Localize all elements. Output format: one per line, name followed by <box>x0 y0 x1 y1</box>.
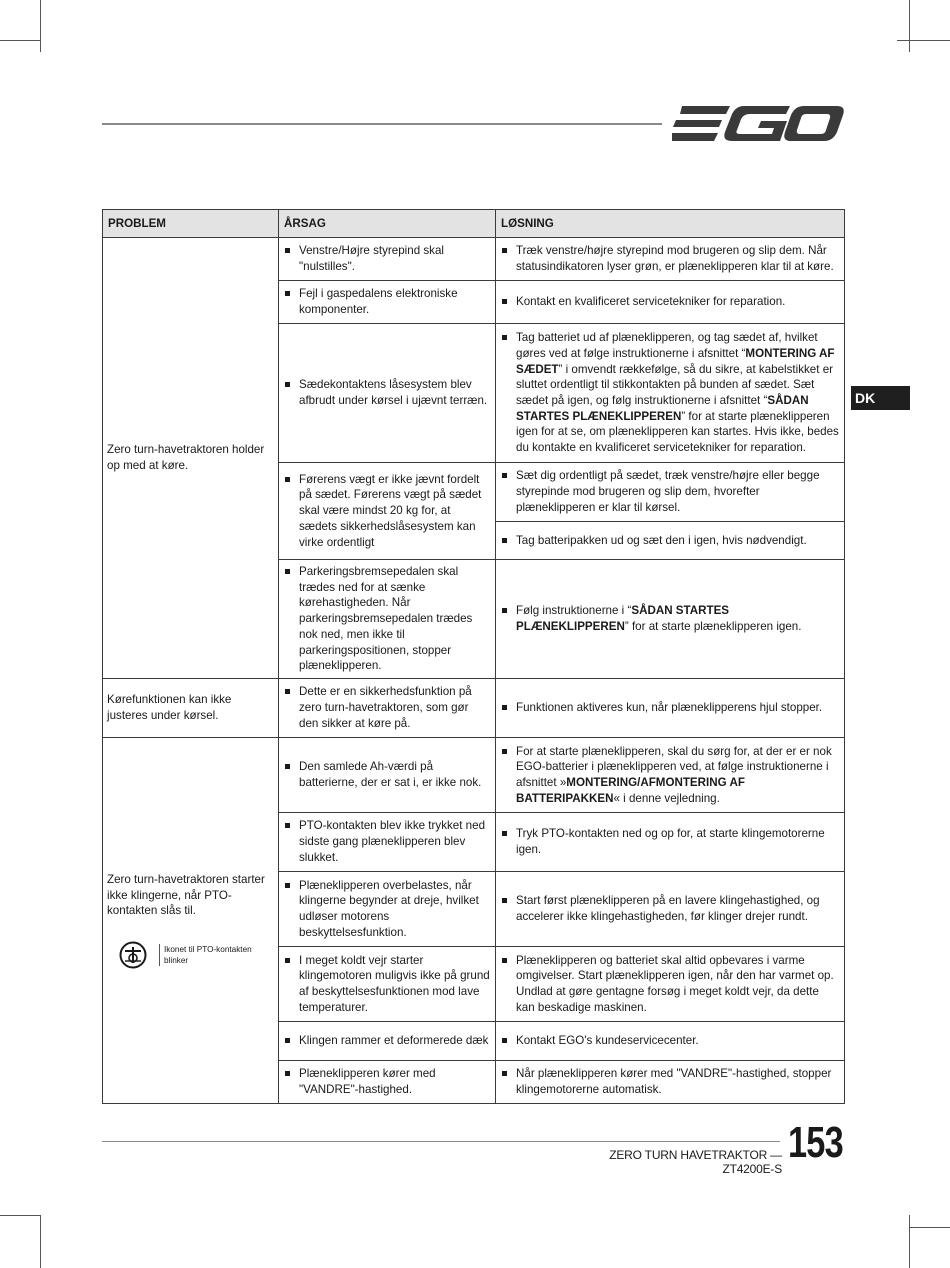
troubleshooting-table <box>102 209 845 1104</box>
cause-cell <box>279 871 496 946</box>
solution-item: Kontakt en kvalificeret servicetekniker for reparation. <box>502 294 840 310</box>
solution-text: « i denne vejledning. <box>613 791 720 805</box>
column-header-solution: LØSNING <box>496 210 845 238</box>
cause-cell <box>279 238 496 281</box>
solution-item: Tryk PTO-kontakten ned og op for, at starte klingemotorerne igen. <box>502 826 840 857</box>
solution-text: Tag batteriet ud af plæneklipperen, og tag sædet af, hvilket gøres ved at følge instruktionerne i afsnittet “ <box>516 331 818 360</box>
pto-icon-caption: Ikonet til PTO-kontakten blinker <box>159 944 252 966</box>
table-header-row <box>103 210 845 238</box>
footer-title: ZERO TURN HAVETRAKTOR — ZT4200E-S <box>609 1148 782 1176</box>
solution-item <box>502 603 840 634</box>
problem-cell <box>103 238 279 679</box>
crop-mark <box>909 1215 910 1268</box>
solution-cell <box>496 871 845 946</box>
cause-cell <box>279 737 496 812</box>
solution-cell <box>496 281 845 324</box>
solution-item: Funktionen aktiveres kun, når plæneklipperens hjul stopper. <box>502 700 840 716</box>
table-row <box>103 238 845 281</box>
cause-cell <box>279 1060 496 1103</box>
cause-cell <box>279 678 496 737</box>
cause-item: Plæneklipperen kører med "VANDRE"-hastighed. <box>285 1066 491 1097</box>
solution-item <box>502 744 840 807</box>
crop-mark <box>909 0 910 52</box>
solution-text: ” i omvendt rækkefølge, så du sikre, at kabelstikket er sluttet ordentligt til stikkontakten på bunden af sædet. Sæt sædet på igen, og følg instruktionerne i afsnittet “ <box>516 362 834 407</box>
cause-cell <box>279 560 496 679</box>
crop-mark <box>40 1215 41 1268</box>
solution-cell <box>496 946 845 1021</box>
page-number: 153 <box>788 1118 843 1167</box>
section-reference: MONTERING AF SÆDET <box>516 346 835 376</box>
solution-cell <box>496 238 845 281</box>
cause-item: Førerens vægt er ikke jævnt fordelt på sædet. Førerens vægt på sædet skal være mindst 20 kg for, at sædets sikkerhedslåsesystem kan virke ordentligt <box>285 472 491 551</box>
language-tab: DK <box>851 386 910 410</box>
cause-item: Venstre/Højre styrepind skal "nulstilles". <box>285 243 491 274</box>
crop-mark <box>0 1215 40 1216</box>
crop-mark <box>40 0 41 52</box>
cause-cell <box>279 281 496 324</box>
cause-item: Klingen rammer et deformerede dæk <box>285 1033 491 1049</box>
cause-cell <box>279 463 496 560</box>
crop-mark <box>909 1227 950 1228</box>
solution-cell <box>496 522 845 560</box>
solution-item: Tag batteripakken ud og sæt den i igen, hvis nødvendigt. <box>502 533 840 549</box>
table-row <box>103 678 845 737</box>
column-header-cause: ÅRSAG <box>279 210 496 238</box>
solution-item: Start først plæneklipperen på en lavere klingehastighed, og accelerer ikke klingehastigheden, før klinger drejer rundt. <box>502 893 840 924</box>
cause-item: Dette er en sikkerhedsfunktion på zero turn-havetraktoren, som gør den sikker at køre på. <box>285 684 491 731</box>
cause-cell <box>279 1021 496 1060</box>
cause-item: Fejl i gaspedalens elektroniske komponenter. <box>285 286 491 317</box>
column-header-problem: PROBLEM <box>103 210 279 238</box>
solution-item: Kontakt EGO's kundeservicecenter. <box>502 1033 840 1049</box>
cause-item: Den samlede Ah-værdi på batterierne, der er sat i, er ikke nok. <box>285 759 491 790</box>
crop-mark <box>897 40 950 41</box>
cause-item: Parkeringsbremsepedalen skal trædes ned for at sænke kørehastigheden. Når parkeringsbremsepedalen trædes nok ned, men ikke til parkeringspositionen, stopper plæneklipperen. <box>285 564 491 674</box>
solution-text: For at starte plæneklipperen, skal du sørg for, at der er er nok EGO-batterier i plæneklipperen ved, at følge instruktionerne i afsnittet » <box>516 744 832 789</box>
solution-cell <box>496 463 845 522</box>
problem-text: Kørefunktionen kan ikke justeres under kørsel. <box>107 693 232 722</box>
problem-cell <box>103 678 279 737</box>
ego-logo <box>672 100 844 148</box>
solution-cell <box>496 324 845 463</box>
cause-item: I meget koldt vejr starter klingemotoren muligvis ikke på grund af beskyttelsesfunktionen mod lave temperaturer. <box>285 953 491 1016</box>
table-row <box>103 737 845 812</box>
problem-cell <box>103 737 279 1103</box>
section-reference: MONTERING/AFMONTERING AF BATTERIPAKKEN <box>516 775 745 805</box>
solution-cell <box>496 560 845 679</box>
section-reference: SÅDAN STARTES PLÆNEKLIPPEREN <box>516 394 809 423</box>
footer-rule <box>102 1141 780 1142</box>
solution-item: Sæt dig ordentligt på sædet, træk venstre/højre eller begge styrepinde mod brugeren og slip dem, hvorefter plæneklipperen er klar til kørsel. <box>502 468 840 515</box>
cause-cell <box>279 946 496 1021</box>
solution-item: Når plæneklipperen kører med "VANDRE"-hastighed, stopper klingemotorerne automatisk. <box>502 1066 840 1097</box>
problem-text: Zero turn-havetraktoren starter ikke klingerne, når PTO-kontakten slås til. <box>107 872 265 918</box>
cause-item: Plæneklipperen overbelastes, når klingerne begynder at dreje, hvilket udløser motorens beskyttelsesfunktion. <box>285 878 491 941</box>
problem-text: Zero turn-havetraktoren holder op med at køre. <box>107 443 265 472</box>
solution-cell <box>496 737 845 812</box>
solution-cell <box>496 812 845 871</box>
solution-cell <box>496 1060 845 1103</box>
solution-cell <box>496 678 845 737</box>
crop-mark <box>0 40 40 41</box>
pto-indicator-note <box>107 941 274 969</box>
solution-cell <box>496 1021 845 1060</box>
header-rule <box>102 123 662 125</box>
section-reference: SÅDAN STARTES PLÆNEKLIPPEREN <box>516 604 730 633</box>
solution-item: Plæneklipperen og batteriet skal altid opbevares i varme omgivelser. Start plæneklipperen igen, når den har varmet op. Undlad at gøre gentagne forsøg i meget koldt vejr, da dette kan beskadige maskinen. <box>502 953 840 1016</box>
cause-item: PTO-kontakten blev ikke trykket ned sidste gang plæneklipperen blev slukket. <box>285 818 491 865</box>
solution-text: ” for at starte plæneklipperen igen for at se, om plæneklipperen kan startes. Hvis ikke, bedes du kontakte en kvalificeret servicetekniker for reparation. <box>516 409 839 455</box>
cause-cell <box>279 812 496 871</box>
solution-text: ” for at starte plæneklipperen igen. <box>624 619 802 633</box>
cause-item: Sædekontaktens låsesystem blev afbrudt under kørsel i ujævnt terræn. <box>285 377 491 408</box>
cause-cell <box>279 324 496 463</box>
solution-item <box>502 330 840 456</box>
solution-item: Træk venstre/højre styrepind mod brugeren og slip dem. Når statusindikatoren lyser grøn, er plæneklipperen klar til at køre. <box>502 243 840 274</box>
pto-switch-icon <box>119 941 147 969</box>
solution-text: Følg instruktionerne i “ <box>516 604 632 618</box>
